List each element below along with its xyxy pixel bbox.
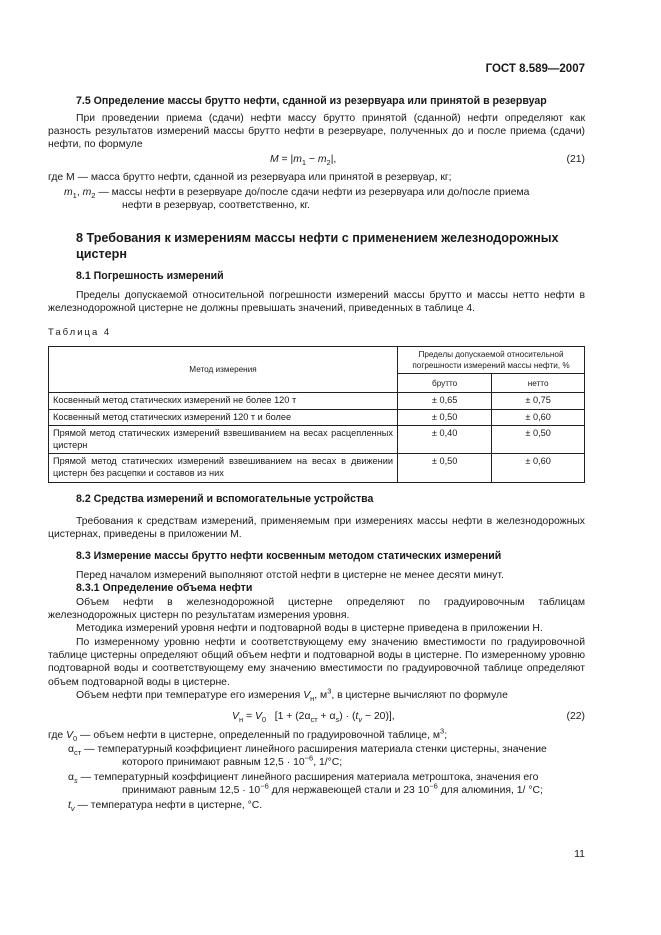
table-row: [49, 426, 585, 454]
table-cell-method: Прямой метод статических измерений взвешиванием на весах в движении цистерн без расцепки и составов из них: [49, 454, 398, 482]
section-8-title-line1: 8 Требования к измерениям массы нефти с применением железнодорожных: [76, 231, 559, 245]
formula-22: $V_н = V_0$ $[1 + (2\alpha_{ст} + \alpha_s) \cdot (t_v - 20)]$,: [232, 711, 395, 725]
table-header-limits: Пределы допускаемой относительной погрешности измерений массы нефти, %: [398, 347, 585, 374]
where-alpha-s: $\alpha_s$ — температурный коэффициент линейного расширения материала метроштока, значения его: [68, 772, 539, 786]
table-cell-net: ± 0,60: [492, 409, 585, 426]
table-4-caption: Таблица 4: [48, 327, 112, 338]
table-header-method: Метод измерения: [49, 347, 398, 393]
table-row: [49, 409, 585, 426]
section-8-2-paragraph: Требования к средствам измерений, применяемым при измерениях массы нефти в железнодорожных цистернах, приведены в приложении М.: [48, 516, 585, 541]
where-alpha-st-cont: которого принимают равным $12,5 \cdot 10^{-6}$, 1/°С;: [122, 753, 343, 768]
table-cell-gross: ± 0,40: [398, 426, 492, 454]
formula-21-number: (21): [566, 154, 585, 165]
formula-21: $M = |m_1 - m_2|$,: [270, 154, 337, 168]
where-m1-m2-cont: нефти в резервуар, соответственно, кг.: [122, 200, 310, 211]
table-row: [49, 454, 585, 482]
where-m: где M — масса брутто нефти, сданной из резервуара или принятой в резервуар, кг;: [48, 172, 452, 183]
section-8-3-1-paragraph-1: Объем нефти в железнодорожной цистерне определяют по градуировочным таблицам железнодорожных цистерн по результатам измерения уровня.: [48, 597, 585, 622]
table-cell-net: ± 0,50: [492, 426, 585, 454]
where-alpha-st: $\alpha_{ст}$ — температурный коэффициент линейного расширения материала стенки цистерны, значение: [68, 744, 547, 758]
section-8-3-1-paragraph-2: Методика измерений уровня нефти и подтоварной воды в цистерне приведена в приложении Н.: [76, 623, 543, 634]
section-8-3-1-paragraph-3: По измеренному уровню нефти и соответствующему ему значению вместимости по градуировочной таблице цистерны определяют общий объем нефти и подтоварной воды в цистерне. По измеренному уровню подтоварной воды и соответствующему ему значению вместимости по градуировочной таблице определяют объем подтоварной воды в цистерне.: [48, 637, 585, 688]
table-cell-net: ± 0,75: [492, 393, 585, 410]
table-cell-gross: ± 0,65: [398, 393, 492, 410]
table-cell-method: Косвенный метод статических измерений 120 т и более: [49, 409, 398, 426]
table-header-gross: брутто: [398, 374, 492, 393]
where-m1-m2: $m_1$, $m_2$ — массы нефти в резервуаре до/после сдачи нефти из резервуара или до/после приема: [64, 187, 530, 201]
section-8-title-line2: цистерн: [76, 247, 127, 261]
table-row: [49, 393, 585, 410]
section-7-5-title: 7.5 Определение массы брутто нефти, сданной из резервуара или принятой в резервуар: [76, 95, 547, 107]
table-4: [48, 346, 585, 483]
section-8-3-1-paragraph-4: Объем нефти при температуре его измерения $V_н$, $м^3$, в цистерне вычисляют по формуле: [76, 686, 508, 704]
table-cell-method: Косвенный метод статических измерений не более 120 т: [49, 393, 398, 410]
where-tv: $t_v$ — температура нефти в цистерне, °С.: [68, 800, 263, 814]
section-8-1-paragraph: Пределы допускаемой относительной погрешности измерений массы брутто и массы нетто нефти в железнодорожной цистерне не должны превышать значений, приведенных в таблице 4.: [48, 290, 585, 315]
table-cell-method: Прямой метод статических измерений взвешиванием на весах расцепленных цистерн: [49, 426, 398, 454]
section-8-1-title: 8.1 Погрешность измерений: [76, 270, 224, 282]
document-header-code: ГОСТ 8.589—2007: [485, 63, 585, 75]
table-header-net: нетто: [492, 374, 585, 393]
page-number: 11: [574, 848, 585, 860]
section-8-3-title: 8.3 Измерение массы брутто нефти косвенным методом статических измерений: [76, 550, 502, 562]
section-8-2-title: 8.2 Средства измерений и вспомогательные устройства: [76, 493, 374, 505]
section-7-5-paragraph: При проведении приема (сдачи) нефти массу брутто принятой (сданной) нефти определяют как разность результатов измерений массы брутто нефти в резервуаре, полученных до и после приема (сдачи) нефти, по формуле: [48, 113, 585, 151]
table-cell-net: ± 0,60: [492, 454, 585, 482]
table-cell-gross: ± 0,50: [398, 454, 492, 482]
where-v0: где $V_0$ — объем нефти в цистерне, определенный по градуировочной таблице, $м^3$;: [48, 726, 448, 744]
table-cell-gross: ± 0,50: [398, 409, 492, 426]
where-alpha-s-cont: принимают равным $12,5 \cdot 10^{-6}$ для нержавеющей стали и 23 $10^{-6}$ для алюминия, 1/ °С;: [122, 781, 543, 796]
formula-22-number: (22): [566, 711, 585, 722]
section-8-3-paragraph: Перед началом измерений выполняют отстой нефти в цистерне не менее десяти минут.: [76, 570, 504, 581]
section-8-3-1-title: 8.3.1 Определение объема нефти: [76, 582, 253, 594]
